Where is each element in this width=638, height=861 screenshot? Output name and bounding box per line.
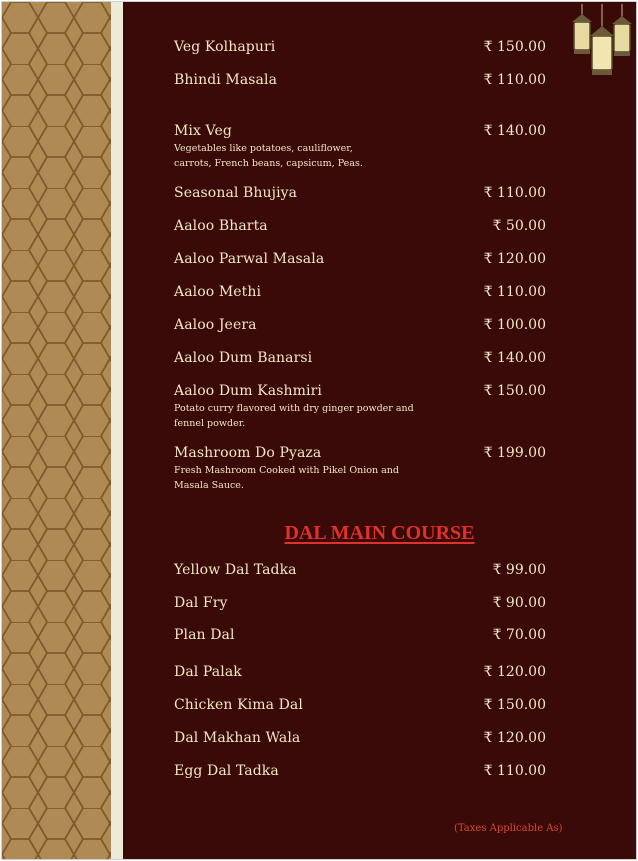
menu-item (174, 445, 546, 493)
menu-item (174, 697, 546, 713)
item-price: ₹ 110.00 (483, 763, 546, 779)
item-price: ₹ 110.00 (483, 72, 546, 88)
item-name: Dal Fry (174, 595, 228, 611)
item-name: Chicken Kima Dal (174, 697, 303, 713)
menu-item (174, 39, 546, 55)
item-price: ₹ 140.00 (483, 123, 546, 139)
item-description: Fresh Mashroom Cooked with Pikel Onion and Masala Sauce. (174, 465, 400, 491)
item-price: ₹ 110.00 (483, 185, 546, 201)
menu-item (174, 123, 546, 171)
menu-item (174, 595, 546, 611)
menu-item (174, 730, 546, 746)
item-description: Potato curry flavored with dry ginger powder and fennel powder. (174, 403, 414, 429)
taxes-note: (Taxes Applicable As) (454, 823, 563, 834)
menu-page (1, 1, 637, 860)
item-name: Aaloo Dum Kashmiri (174, 383, 322, 399)
item-price: ₹ 99.00 (492, 562, 546, 578)
item-name: Dal Palak (174, 664, 242, 680)
item-name: Aaloo Jeera (174, 317, 257, 333)
honeycomb-side-pattern (2, 2, 111, 859)
item-name: Bhindi Masala (174, 72, 278, 88)
honeycomb-pattern-graphic (2, 2, 111, 859)
item-price: ₹ 150.00 (483, 697, 546, 713)
menu-item (174, 664, 546, 680)
item-name: Yellow Dal Tadka (174, 562, 297, 578)
item-price: ₹ 199.00 (483, 445, 546, 461)
item-name: Veg Kolhapuri (174, 39, 276, 55)
item-name: Plan Dal (174, 627, 235, 643)
item-name: Aaloo Parwal Masala (174, 251, 325, 267)
item-description: Vegetables like potatoes, cauliflower, carrots, French beans, capsicum, Peas. (174, 143, 363, 169)
menu-item (174, 763, 546, 779)
menu-item (174, 383, 546, 431)
item-price: ₹ 100.00 (483, 317, 546, 333)
menu-item (174, 317, 546, 333)
item-name: Aaloo Dum Banarsi (174, 350, 313, 366)
item-price: ₹ 90.00 (492, 595, 546, 611)
item-price: ₹ 110.00 (483, 284, 546, 300)
menu-item (174, 185, 546, 201)
menu-item (174, 251, 546, 267)
section-title-dal-main-course: DAL MAIN COURSE (284, 522, 475, 544)
menu-item (174, 72, 546, 88)
item-price: ₹ 120.00 (483, 251, 546, 267)
menu-item (174, 350, 546, 366)
menu-item (174, 284, 546, 300)
item-price: ₹ 150.00 (483, 39, 546, 55)
menu-item (174, 218, 546, 234)
item-price: ₹ 150.00 (483, 383, 546, 399)
item-name: Egg Dal Tadka (174, 763, 279, 779)
item-price: ₹ 140.00 (483, 350, 546, 366)
item-name: Aaloo Methi (174, 284, 262, 300)
item-name: Seasonal Bhujiya (174, 185, 298, 201)
cream-divider-strip (111, 2, 123, 859)
menu-item (174, 562, 546, 578)
item-price: ₹ 50.00 (492, 218, 546, 234)
item-price: ₹ 120.00 (483, 664, 546, 680)
menu-item (174, 627, 546, 643)
item-name: Dal Makhan Wala (174, 730, 301, 746)
item-price: ₹ 120.00 (483, 730, 546, 746)
item-name: Mashroom Do Pyaza (174, 445, 322, 461)
item-price: ₹ 70.00 (492, 627, 546, 643)
hanging-lanterns-icon (568, 4, 636, 80)
item-name: Mix Veg (174, 123, 232, 139)
item-name: Aaloo Bharta (174, 218, 268, 234)
